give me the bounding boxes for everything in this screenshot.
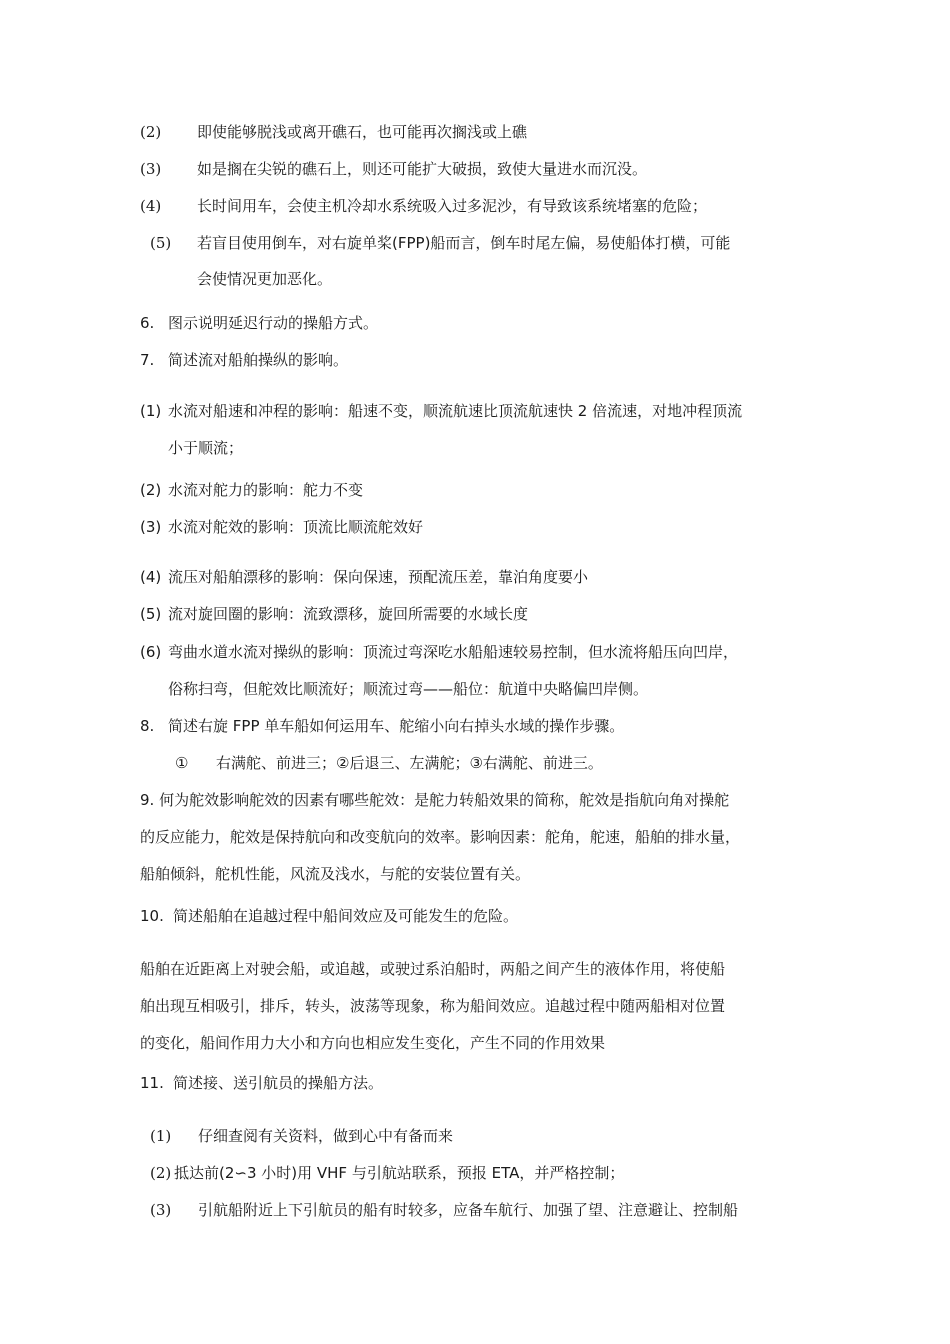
question-number: 10. <box>140 907 164 925</box>
item-text: 弯曲水道水流对操纵的影响：顶流过弯深吃水船船速较易控制，但水流将船压向凹岸， <box>168 643 739 661</box>
item-marker: (5) <box>140 605 162 623</box>
item-text: 会使情况更加恶化。 <box>197 270 333 288</box>
item-text: 右满舵、前进三；②后退三、左满舵；③右满舵、前进三。 <box>216 754 603 772</box>
paragraph-line: 的反应能力，舵效是保持航向和改变航向的效率。影响因素：舵角，舵速，船舶的排水量， <box>140 828 741 846</box>
item-text: 小于顺流； <box>168 439 244 457</box>
item-marker: (2) <box>140 123 162 141</box>
item-marker: (5) <box>150 234 172 252</box>
question-text: 简述右旋 FPP 单车船如何运用车、舵缩小向右掉头水域的操作步骤。 <box>168 717 625 735</box>
paragraph-line: 9. 何为舵效影响舵效的因素有哪些舵效：是舵力转船效果的简称，舵效是指航向角对操舵 <box>140 791 730 809</box>
item-text: 抵达前(2∽3 小时)用 VHF 与引航站联系，预报 ETA，并严格控制； <box>174 1164 625 1182</box>
item-marker: (1) <box>140 402 162 420</box>
item-text: 若盲目使用倒车，对右旋单桨(FPP)船而言，倒车时尾左偏，易使船体打横，可能 <box>197 234 731 252</box>
item-text: 俗称扫弯，但舵效比顺流好；顺流过弯——船位：航道中央略偏凹岸侧。 <box>168 680 649 698</box>
question-number: 7. <box>140 351 155 369</box>
item-marker: (3) <box>140 518 162 536</box>
paragraph-line: 船舶倾斜，舵机性能，风流及浅水，与舵的安装位置有关。 <box>140 865 531 883</box>
paragraph-line: 的变化，船间作用力大小和方向也相应发生变化，产生不同的作用效果 <box>140 1034 606 1052</box>
item-text: 流对旋回圈的影响：流致漂移，旋回所需要的水域长度 <box>168 605 529 623</box>
paragraph-line: 舶出现互相吸引，排斥，转头，波荡等现象，称为船间效应。追越过程中随两船相对位置 <box>140 997 726 1015</box>
item-marker: (2) <box>150 1164 172 1182</box>
question-text: 简述流对船舶操纵的影响。 <box>168 351 349 369</box>
question-text: 图示说明延迟行动的操船方式。 <box>168 314 379 332</box>
paragraph-line: 船舶在近距离上对驶会船，或追越，或驶过系泊船时，两船之间产生的液体作用，将使船 <box>140 960 726 978</box>
question-text: 简述船舶在追越过程中船间效应及可能发生的危险。 <box>173 907 519 925</box>
item-text: 水流对舵效的影响：顶流比顺流舵效好 <box>168 518 424 536</box>
item-text: 流压对船舶漂移的影响：保向保速，预配流压差，靠泊角度要小 <box>168 568 589 586</box>
item-text: 水流对船速和冲程的影响：船速不变，顺流航速比顶流航速快 2 倍流速，对地冲程顶流 <box>168 402 743 420</box>
item-text: 即使能够脱浅或离开礁石，也可能再次搁浅或上礁 <box>197 123 528 141</box>
item-text: 长时间用车，会使主机冷却水系统吸入过多泥沙，有导致该系统堵塞的危险； <box>197 197 708 215</box>
question-number: 11. <box>140 1074 164 1092</box>
item-text: 引航船附近上下引航员的船有时较多，应备车航行、加强了望、注意避让、控制船 <box>198 1201 739 1219</box>
item-text: 水流对舵力的影响：舵力不变 <box>168 481 364 499</box>
question-text: 简述接、送引航员的操船方法。 <box>173 1074 384 1092</box>
question-number: 8. <box>140 717 155 735</box>
item-text: 仔细查阅有关资料，做到心中有备而来 <box>198 1127 454 1145</box>
item-marker: (4) <box>140 197 162 215</box>
item-marker: (3) <box>140 160 162 178</box>
item-marker: (3) <box>150 1201 172 1219</box>
item-marker: ① <box>175 754 189 772</box>
item-marker: (2) <box>140 481 162 499</box>
question-number: 6. <box>140 314 155 332</box>
item-text: 如是搁在尖锐的礁石上，则还可能扩大破损，致使大量进水而沉没。 <box>197 160 648 178</box>
item-marker: (4) <box>140 568 162 586</box>
item-marker: (1) <box>150 1127 172 1145</box>
item-marker: (6) <box>140 643 162 661</box>
